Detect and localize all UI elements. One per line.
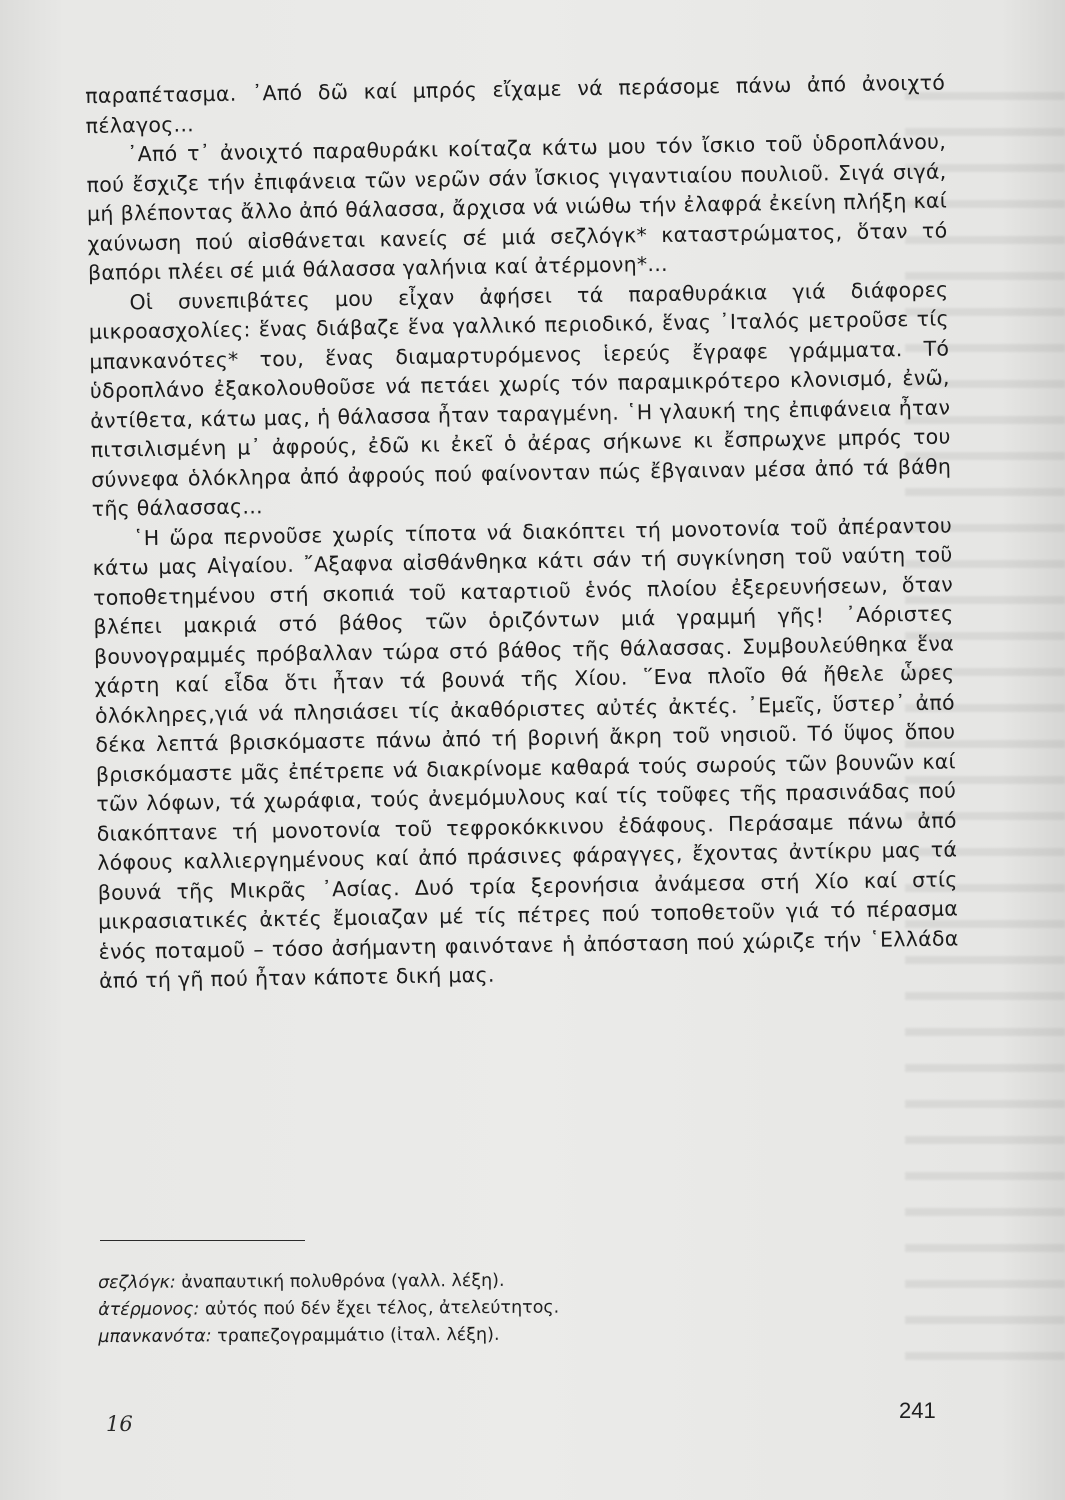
footnote-definition: ἀναπαυτική πολυθρόνα (γαλλ. λέξη). <box>175 1270 505 1293</box>
footnote-entry <box>98 1266 798 1297</box>
footnote-separator <box>100 1240 305 1241</box>
footnote-term: σεζλόγκ: <box>98 1272 176 1293</box>
footnote-definition: τραπεζογραμμάτιο (ἰταλ. λέξη). <box>211 1324 500 1347</box>
body-text <box>85 68 959 996</box>
footnotes <box>98 1266 798 1351</box>
page-number: 241 <box>899 1398 936 1423</box>
paragraph: ῾Η ὥρα περνοῦσε χωρίς τίποτα νά διακόπτει τή μονοτονία τοῦ ἀπέραντου κάτω μας Αἰγαίου. ῎Αξαφνα αἰσθάνθηκα κάτι σάν τή συγκίνηση τοῦ ναύτη τοῦ τοποθετημένου στή σκοπιά τοῦ καταρτιοῦ ἑνός πλοίου ἐξερευνήσεων, ὅταν βλέπει μακριά στό βάθος τῶν ὁριζόντων μιά γραμμή γῆς! ᾿Αόριστες βουνογραμμές πρόβαλλαν τώρα στό βάθος τῆς θάλασσας. Συμβουλεύθηκα ἕνα χάρτη καί εἶδα ὅτι ἦταν τά βουνά τῆς Χίου. ῞Ενα πλοῖο θά ἤθελε ὧρες ὁλόκληρες,γιά νά πλησιάσει τίς ἀκαθόριστες αὐτές ἀκτές. ᾿Εμεῖς, ὕστερ᾿ ἀπό δέκα λεπτά βρισκόμαστε πάνω ἀπό τή βορινή ἄκρη τοῦ νησιοῦ. Τό ὕψος ὅπου βρισκόμαστε μᾶς ἐπέτρεπε νά διακρίνομε καθαρά τούς σωρούς τῶν βουνῶν καί τῶν λόφων, τά χωράφια, τούς ἀνεμόμυλους καί τίς τοῦφες τῆς πρασινάδας πού διακόπτανε τή μονοτονία τοῦ τεφροκόκκινου ἐδάφους. Περάσαμε πάνω ἀπό λόφους καλλιεργημένους καί ἀπό πράσινες φάραγγες, ἔχοντας ἀντίκρυ μας τά βουνά τῆς Μικρᾶς ᾿Ασίας. Δυό τρία ξερονήσια ἀνάμεσα στή Χίο καί στίς μικρασιατικές ἀκτές ἔμοιαζαν μέ τίς πέτρες πού τοποθετοῦν γιά τό πέρασμα ἑνός ποταμοῦ – τόσο ἀσήμαντη φαινότανε ἡ ἀπόσταση πού χώριζε τήν ῾Ελλάδα ἀπό τή γῆ πού ἦταν κάποτε δική μας. <box>92 512 959 993</box>
paragraph: Οἱ συνεπιβάτες μου εἶχαν ἀφήσει τά παραθυράκια γιά διάφορες μικροασχολίες: ἕνας διάβαζε ἕνα γαλλικό περιοδικό, ἕνας ᾿Ιταλός μετροῦσε τίς μπανκανότες* του, ἕνας διαμαρτυρόμενος ἱερεύς ἔγραφε γράμματα. Τό ὑδροπλάνο ἐξακολουθοῦσε νά πετάει χωρίς τόν παραμικρότερο κλονισμό, ἐνῶ, ἀντίθετα, κάτω μας, ἡ θάλασσα ἦταν ταραγμένη. ῾Η γλαυκή της ἐπιφάνεια ἦταν πιτσιλισμένη μ᾿ ἀφρούς, ἐδῶ κι ἐκεῖ ὁ ἀέρας σήκωνε κι ἔσπρωχνε μπρός του σύννεφα ὁλόκληρα ἀπό ἀφρούς πού φαίνονταν πώς ἔβγαιναν μέσα ἀπό τά βάθη τῆς θάλασσας... <box>88 276 952 521</box>
footnote-entry <box>98 1320 798 1351</box>
paragraph: παραπέτασμα. ᾿Από δῶ καί μπρός εἴχαμε νά περάσομε πάνω ἀπό ἀνοιχτό πέλαγος... <box>85 70 946 138</box>
paragraph: ᾿Από τ᾿ ἀνοιχτό παραθυράκι κοίταζα κάτω μου τόν ἴσκιο τοῦ ὑδροπλάνου, πού ἔσχιζε τήν ἐπιφάνεια τῶν νερῶν σάν ἴσκιος γιγαντιαίου πουλιοῦ. Σιγά σιγά, μή βλέποντας ἄλλο ἀπό θάλασσα, ἄρχισα νά νιώθω τήν ἐλαφρά ἐκείνη πλήξη καί χαύνωση πού αἰσθάνεται κανείς σέ μιά σεζλόγκ* καταστρώματος, ὅταν τό βαπόρι πλέει σέ μιά θάλασσα γαλήνια καί ἀτέρμονη*... <box>86 129 948 285</box>
footnote-definition: αὐτός πού δέν ἔχει τέλος, ἀτελεύτητος. <box>199 1297 560 1320</box>
footnote-term: ἀτέρμονος: <box>98 1299 200 1320</box>
footnote-entry <box>98 1293 798 1324</box>
footnote-term: μπανκανότα: <box>98 1326 212 1347</box>
signature-mark: 16 <box>106 1412 133 1436</box>
